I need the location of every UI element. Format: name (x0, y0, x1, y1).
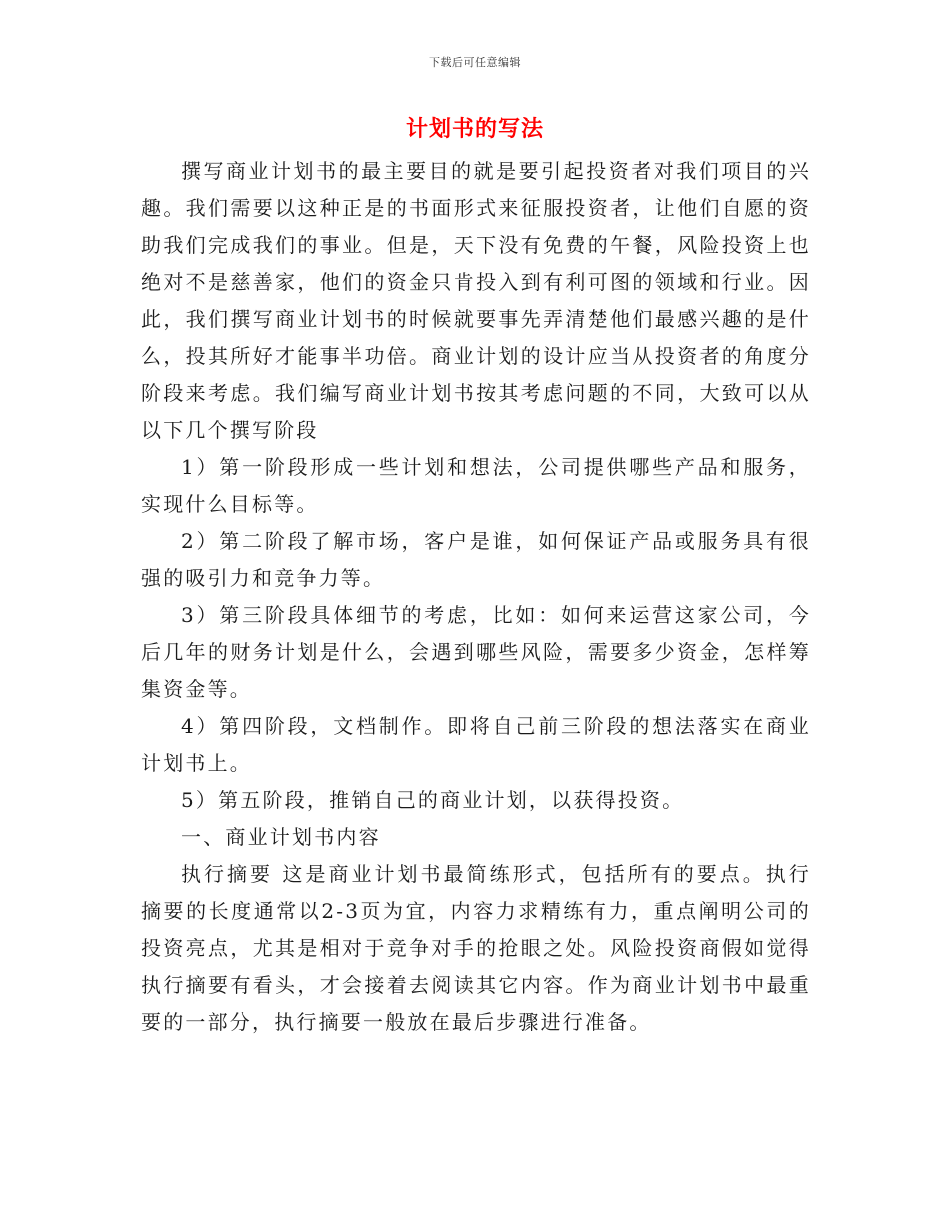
document-title: 计划书的写法 (405, 117, 544, 142)
stage-3-paragraph: 3）第三阶段具体细节的考虑，比如：如何来运营这家公司，今后几年的财务计划是什么，会遇到哪些风险，需要多少资金，怎样筹集资金等。 (141, 603, 811, 701)
stage-5-paragraph: 5）第五阶段，推销自己的商业计划，以获得投资。 (181, 788, 685, 812)
stage-1-paragraph: 1）第一阶段形成一些计划和想法，公司提供哪些产品和服务，实现什么目标等。 (141, 455, 811, 516)
header-note: 下载后可任意编辑 (429, 56, 521, 69)
executive-summary-paragraph: 执行摘要 这是商业计划书最简练形式，包括所有的要点。执行摘要的长度通常以2-3页为宜，内容力求精练有力，重点阐明公司的投资亮点，尤其是相对于竞争对手的抢眼之处。风险投资商假如觉得执行摘要有看头，才会接着去阅读其它内容。作为商业计划书中最重要的一部分，执行摘要一般放在最后步骤进行准备。 (141, 862, 811, 1034)
section-heading: 一、商业计划书内容 (181, 825, 381, 849)
intro-paragraph: 撰写商业计划书的最主要目的就是要引起投资者对我们项目的兴趣。我们需要以这种正是的书面形式来征服投资者，让他们自愿的资助我们完成我们的事业。但是，天下没有免费的午餐，风险投资上也绝对不是慈善家，他们的资金只肯投入到有利可图的领域和行业。因此，我们撰写商业计划书的时候就要事先弄清楚他们最感兴趣的是什么，投其所好才能事半功倍。商业计划的设计应当从投资者的角度分阶段来考虑。我们编写商业计划书按其考虑问题的不同，大致可以从以下几个撰写阶段 (141, 159, 811, 442)
stage-2-paragraph: 2）第二阶段了解市场，客户是谁，如何保证产品或服务具有很强的吸引力和竞争力等。 (141, 529, 811, 590)
stage-4-paragraph: 4）第四阶段，文档制作。即将自己前三阶段的想法落实在商业计划书上。 (141, 714, 811, 775)
document-body (141, 153, 811, 1041)
